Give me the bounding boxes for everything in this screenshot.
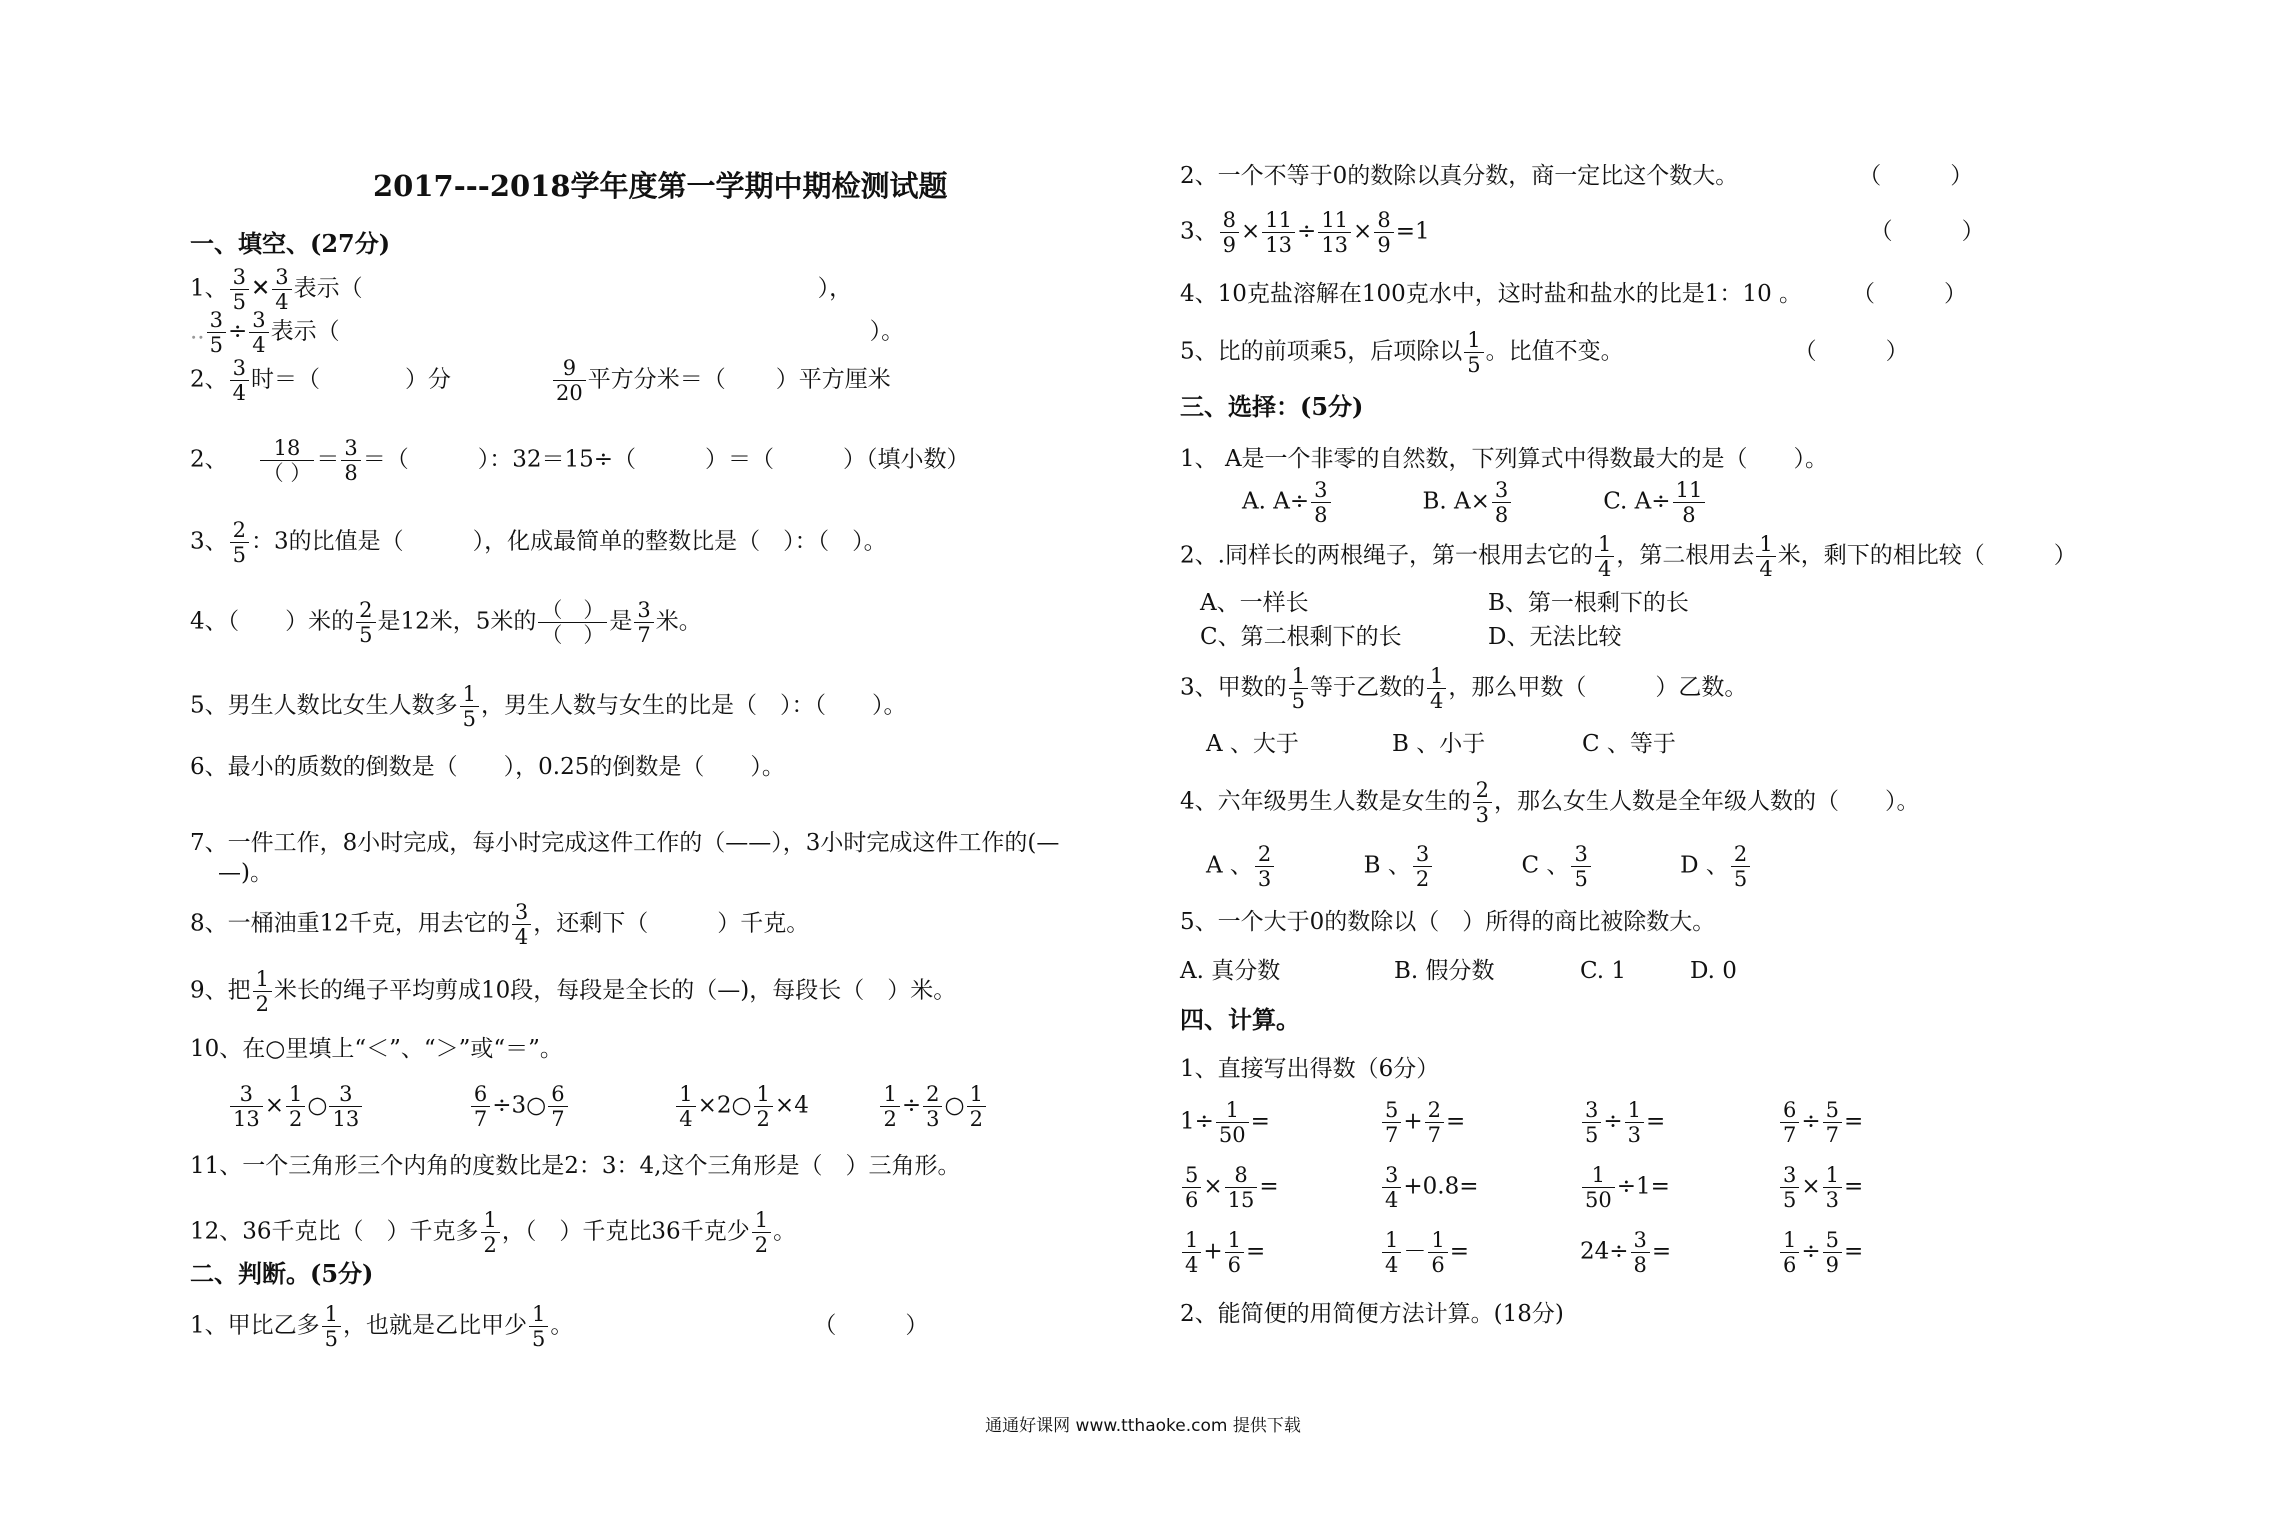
q3-5-opt-d: D. 0 bbox=[1690, 958, 1737, 984]
fraction bbox=[322, 1302, 341, 1351]
calc-2-1: $\frac{5}{6}$ × $\frac{8}{15}$ = bbox=[1180, 1163, 1279, 1212]
calc-1-3: $\frac{3}{5}$ ÷ $\frac{1}{3}$ = bbox=[1580, 1098, 1665, 1147]
numerator: 3 bbox=[1492, 478, 1511, 503]
fraction bbox=[1823, 1098, 1842, 1147]
fraction bbox=[1382, 1163, 1401, 1212]
q2-2: 2、一个不等于0的数除以真分数，商一定比这个数大。 （ ） bbox=[1180, 163, 1974, 189]
numerator: 3 bbox=[1582, 1098, 1601, 1123]
denominator: 3 bbox=[1627, 1123, 1642, 1148]
fraction bbox=[230, 1082, 263, 1131]
denominator: 5 bbox=[1585, 1123, 1599, 1148]
fraction bbox=[553, 356, 586, 405]
numerator: 11 bbox=[1262, 208, 1295, 233]
q3-5-opt-b: B. 假分数 bbox=[1394, 958, 1495, 984]
denominator: 4 bbox=[514, 925, 529, 950]
q1-6: 6、最小的质数的倒数是（ ），0.25的倒数是（ ）。 bbox=[190, 754, 785, 780]
denominator: 5 bbox=[359, 623, 373, 648]
numerator: 1 bbox=[286, 1082, 305, 1107]
denominator: 7 bbox=[1783, 1123, 1797, 1148]
numerator: 1 bbox=[752, 1208, 771, 1233]
fraction bbox=[1262, 208, 1295, 257]
calc-1-1: 1÷ $\frac{1}{50}$ = bbox=[1180, 1098, 1270, 1148]
denominator: 5 bbox=[209, 333, 223, 358]
numerator: 3 bbox=[329, 1082, 362, 1107]
numerator: 11 bbox=[1673, 478, 1706, 503]
denominator: 5 bbox=[1733, 867, 1748, 892]
denominator: 8 bbox=[1314, 503, 1328, 528]
numerator: 1 bbox=[1225, 1228, 1244, 1253]
q3-3-opt-b: B 、小于 bbox=[1392, 731, 1486, 757]
numerator: 3 bbox=[230, 356, 249, 381]
numerator: 1 bbox=[754, 1082, 773, 1107]
denominator: 8 bbox=[1682, 503, 1696, 528]
denominator: 3 bbox=[926, 1107, 940, 1132]
fraction bbox=[1289, 664, 1308, 713]
numerator: 1 bbox=[1427, 664, 1446, 689]
fraction bbox=[471, 1082, 490, 1131]
denominator: 4 bbox=[1385, 1188, 1399, 1213]
q1-4: 4、（ ）米的 $\frac{2}{5}$ 是12米，5米的 $\frac{( )}{( )}$ 是 $\frac{3}{7}$ 米。 bbox=[190, 598, 702, 648]
q3-2-opt-a: A、一样长 bbox=[1200, 590, 1309, 616]
denominator: 13 bbox=[1265, 233, 1293, 258]
numerator: 1 bbox=[1428, 1228, 1447, 1253]
fraction bbox=[1182, 1163, 1201, 1212]
q3-2: 2、.同样长的两根绳子，第一根用去它的 $\frac{1}{4}$ ，第二根用去 $\frac{1}{4}$ 米，剩下的相比较（ ） bbox=[1180, 532, 2077, 582]
numerator: 2 bbox=[1473, 778, 1492, 803]
q3-3-opt-a: A 、大于 bbox=[1206, 731, 1299, 757]
numerator: 6 bbox=[548, 1082, 567, 1107]
fraction bbox=[1823, 1228, 1842, 1277]
fraction bbox=[1428, 1228, 1447, 1277]
q3-4-options: A 、 $\frac{2}{3}$ B 、 $\frac{3}{2}$ C 、 $\frac{3}{5}$ D 、 $\frac{2}{5}$ bbox=[1206, 842, 1752, 891]
numerator: 3 bbox=[230, 265, 249, 290]
fraction bbox=[1255, 842, 1274, 891]
section-3-header: 三、选择：(5分) bbox=[1180, 392, 1364, 421]
numerator: 1 bbox=[1823, 1163, 1842, 1188]
q2-3: 3、 $\frac{8}{9}$ × $\frac{11}{13}$ ÷ $\frac{11}{13}$ × $\frac{8}{9}$ =1 （ ） bbox=[1180, 208, 1985, 258]
q3-4: 4、六年级男生人数是女生的 $\frac{2}{3}$ ，那么女生人数是全年级人数的（ ）。 bbox=[1180, 778, 1920, 828]
denominator: 3 bbox=[1475, 803, 1490, 828]
denominator: 13 bbox=[1321, 233, 1349, 258]
denominator: 3 bbox=[1825, 1188, 1840, 1213]
fraction bbox=[1756, 532, 1775, 581]
fraction bbox=[1780, 1098, 1799, 1147]
denominator: 2 bbox=[1415, 867, 1430, 892]
calc-3-4: $\frac{1}{6}$ ÷ $\frac{5}{9}$ = bbox=[1778, 1228, 1863, 1277]
numerator: 1 bbox=[676, 1082, 695, 1107]
denominator: 8 bbox=[1633, 1253, 1647, 1278]
q3-5-opt-c: C. 1 bbox=[1580, 958, 1627, 984]
denominator: 8 bbox=[1494, 503, 1509, 528]
fraction bbox=[481, 1208, 500, 1257]
fraction bbox=[341, 436, 360, 485]
denominator: 3 bbox=[1257, 867, 1272, 892]
fraction bbox=[249, 308, 268, 357]
calc-3-2: $\frac{1}{4}$ － $\frac{1}{6}$ = bbox=[1380, 1228, 1469, 1277]
fraction bbox=[1427, 664, 1446, 713]
fraction bbox=[1216, 1098, 1249, 1147]
q1-1b: .. $\frac{3}{5}$ ÷ $\frac{3}{4}$ 表示（ ）。 bbox=[190, 308, 905, 358]
numerator: 3 bbox=[1311, 478, 1330, 503]
denominator: 4 bbox=[1185, 1253, 1199, 1278]
fraction bbox=[512, 900, 531, 949]
denominator: 13 bbox=[233, 1107, 260, 1132]
fraction bbox=[1225, 1228, 1244, 1277]
denominator: 13 bbox=[332, 1107, 360, 1132]
fraction bbox=[880, 1082, 899, 1131]
fraction bbox=[752, 1208, 771, 1257]
numerator: 2 bbox=[923, 1082, 942, 1107]
fraction bbox=[967, 1082, 986, 1131]
section-2-header: 二、判断。(5分) bbox=[190, 1259, 374, 1288]
fraction bbox=[230, 265, 249, 314]
fraction bbox=[230, 518, 249, 567]
fraction bbox=[260, 436, 315, 485]
numerator: 3 bbox=[207, 308, 226, 333]
denominator: 4 bbox=[1385, 1253, 1399, 1278]
q4-1: 1、直接写出得数（6分） bbox=[1180, 1056, 1440, 1082]
numerator: 5 bbox=[1382, 1098, 1401, 1123]
fraction bbox=[272, 265, 291, 314]
denominator: 6 bbox=[1227, 1253, 1242, 1278]
numerator: 8 bbox=[1374, 208, 1393, 233]
numerator: 6 bbox=[471, 1082, 490, 1107]
q2-5: 5、比的前项乘5，后项除以 $\frac{1}{5}$ 。比值不变。 （ ） bbox=[1180, 328, 1909, 378]
q3-1: 1、 A是一个非零的自然数，下列算式中得数最大的是（ ）。 bbox=[1180, 446, 1829, 472]
denominator: 15 bbox=[1227, 1188, 1255, 1213]
numerator: 1 bbox=[1216, 1098, 1249, 1123]
fraction bbox=[634, 598, 653, 647]
fraction bbox=[1492, 478, 1511, 527]
q1-9: 9、把 $\frac{1}{2}$ 米长的绳子平均剪成10段，每段是全长的（—)，每段长（ ）米。 bbox=[190, 967, 957, 1017]
fraction bbox=[676, 1082, 695, 1131]
numerator: 1 bbox=[1625, 1098, 1644, 1123]
q1-12: 12、36千克比（ ）千克多 $\frac{1}{2}$ ，（ ）千克比36千克少 $\frac{1}{2}$ 。 bbox=[190, 1208, 797, 1258]
fraction bbox=[286, 1082, 305, 1131]
denominator: 5 bbox=[232, 290, 247, 315]
fraction bbox=[1413, 842, 1432, 891]
fraction bbox=[1780, 1163, 1799, 1212]
fraction bbox=[460, 682, 479, 731]
fraction bbox=[329, 1082, 362, 1131]
numerator: 2 bbox=[1425, 1098, 1444, 1123]
denominator: 7 bbox=[1385, 1123, 1399, 1148]
numerator: 3 bbox=[272, 265, 291, 290]
q3-5: 5、一个大于0的数除以（ ）所得的商比被除数大。 bbox=[1180, 909, 1716, 935]
q1-2: 2、 $\frac{3}{4}$ 时＝（ ）分 $\frac{9}{20}$ 平方分米＝（ ）平方厘米 bbox=[190, 356, 891, 406]
numerator: 3 bbox=[230, 1082, 263, 1107]
denominator: 2 bbox=[756, 1107, 770, 1132]
calc-2-4: $\frac{3}{5}$ × $\frac{1}{3}$ = bbox=[1778, 1163, 1863, 1212]
numerator: 1 bbox=[1289, 664, 1308, 689]
denominator: 5 bbox=[1783, 1188, 1797, 1213]
denominator: 9 bbox=[1825, 1253, 1840, 1278]
q3-3-opt-c: C 、等于 bbox=[1582, 731, 1676, 757]
numerator: 2 bbox=[1731, 842, 1750, 867]
denominator: 7 bbox=[473, 1107, 488, 1132]
q1-11: 11、一个三角形三个内角的度数比是2：3：4,这个三角形是（ ）三角形。 bbox=[190, 1153, 961, 1179]
fraction bbox=[207, 308, 226, 357]
numerator: 3 bbox=[1780, 1163, 1799, 1188]
fraction bbox=[1595, 532, 1614, 581]
q1-7b: —)。 bbox=[218, 860, 273, 886]
fraction bbox=[1182, 1228, 1201, 1277]
denominator: 6 bbox=[1185, 1188, 1199, 1213]
numerator: 1 bbox=[1582, 1163, 1615, 1188]
section-1-header: 一、填空、(27分) bbox=[190, 229, 391, 258]
denominator: 50 bbox=[1218, 1123, 1246, 1148]
denominator: 5 bbox=[1291, 689, 1306, 714]
numerator: 3 bbox=[1413, 842, 1432, 867]
q3-3: 3、甲数的 $\frac{1}{5}$ 等于乙数的 $\frac{1}{4}$ ，那么甲数（ ）乙数。 bbox=[1180, 664, 1748, 714]
denominator: 5 bbox=[1467, 353, 1481, 378]
denominator: 4 bbox=[1430, 689, 1444, 714]
denominator: 2 bbox=[883, 1107, 897, 1132]
q3-1-options: A. A÷ $\frac{3}{8}$ B. A× $\frac{3}{8}$ C. A÷ $\frac{11}{8}$ bbox=[1242, 478, 1707, 527]
fraction bbox=[1673, 478, 1706, 527]
denominator: 7 bbox=[1825, 1123, 1840, 1148]
denominator: 4 bbox=[1597, 557, 1612, 582]
fraction bbox=[1625, 1098, 1644, 1147]
denominator: 2 bbox=[754, 1233, 769, 1258]
denominator: 9 bbox=[1222, 233, 1237, 258]
denominator: 2 bbox=[255, 992, 270, 1017]
numerator: 6 bbox=[1780, 1098, 1799, 1123]
numerator: 1 bbox=[529, 1302, 548, 1327]
fraction bbox=[923, 1082, 942, 1131]
numerator: 3 bbox=[1382, 1163, 1401, 1188]
fraction bbox=[230, 356, 249, 405]
denominator: （ ） bbox=[262, 461, 312, 486]
numerator: 3 bbox=[341, 436, 360, 461]
denominator: 4 bbox=[1759, 557, 1773, 582]
fraction bbox=[1780, 1228, 1799, 1277]
numerator: 8 bbox=[1220, 208, 1239, 233]
q1-8: 8、一桶油重12千克，用去它的 $\frac{3}{4}$ ，还剩下（ ）千克。 bbox=[190, 900, 810, 950]
q3-2-opt-b: B、第一根剩下的长 bbox=[1488, 590, 1689, 616]
numerator: 2 bbox=[1255, 842, 1274, 867]
footer: 通通好课网 www.tthaoke.com 提供下载 bbox=[985, 1416, 1301, 1436]
fraction bbox=[1823, 1163, 1842, 1212]
q4-2: 2、能简便的用简便方法计算。(18分) bbox=[1180, 1301, 1564, 1327]
numerator: 18 bbox=[260, 436, 315, 461]
numerator: 3 bbox=[1631, 1228, 1650, 1253]
denominator: 8 bbox=[344, 461, 358, 486]
denominator: 20 bbox=[556, 381, 583, 406]
fraction bbox=[1382, 1098, 1401, 1147]
q3-5-opt-a: A. 真分数 bbox=[1180, 958, 1281, 984]
numerator: 1 bbox=[322, 1302, 341, 1327]
fraction bbox=[1311, 478, 1330, 527]
denominator: 5 bbox=[232, 543, 247, 568]
denominator: 5 bbox=[324, 1327, 339, 1352]
fraction bbox=[1473, 778, 1492, 827]
q1-7a: 7、一件工作，8小时完成，每小时完成这件工作的（——），3小时完成这件工作的(— bbox=[190, 830, 1060, 856]
denominator: 7 bbox=[1427, 1123, 1442, 1148]
q2-4: 4、10克盐溶解在100克水中，这时盐和盐水的比是1：10 。 （ ） bbox=[1180, 281, 1968, 307]
denominator: 9 bbox=[1377, 233, 1391, 258]
calc-2-3: $\frac{1}{50}$ ÷1= bbox=[1580, 1163, 1670, 1212]
numerator: 1 bbox=[1464, 328, 1483, 353]
numerator: 5 bbox=[1182, 1163, 1201, 1188]
section-4-header: 四、计算。 bbox=[1180, 1005, 1300, 1034]
q3-2-opt-c: C、第二根剩下的长 bbox=[1200, 624, 1402, 650]
fraction bbox=[1425, 1098, 1444, 1147]
denominator: 4 bbox=[275, 290, 289, 315]
fraction bbox=[253, 967, 272, 1016]
denominator: 6 bbox=[1783, 1253, 1797, 1278]
q3-2-opt-d: D、无法比较 bbox=[1488, 624, 1622, 650]
numerator: 1 bbox=[460, 682, 479, 707]
page-title: 2017---2018学年度第一学期中期检测试题 bbox=[373, 169, 948, 203]
numerator: 11 bbox=[1318, 208, 1351, 233]
fraction bbox=[1374, 208, 1393, 257]
denominator: 7 bbox=[637, 623, 651, 648]
numerator: 1 bbox=[481, 1208, 500, 1233]
q1-1a: 1、 $\frac{3}{5}$ ✕ $\frac{3}{4}$ 表示（ ）， bbox=[190, 265, 853, 315]
denominator: 5 bbox=[462, 707, 477, 732]
q1-10: 10、在○里填上“＜”、“＞”或“＝”。 bbox=[190, 1036, 563, 1062]
fraction bbox=[356, 598, 375, 647]
fraction bbox=[1731, 842, 1750, 891]
numerator: 1 bbox=[253, 967, 272, 992]
q1-5: 5、男生人数比女生人数多 $\frac{1}{5}$ ，男生人数与女生的比是（ ）：（ ）。 bbox=[190, 682, 907, 732]
fraction bbox=[1225, 1163, 1258, 1212]
calc-1-4: $\frac{6}{7}$ ÷ $\frac{5}{7}$ = bbox=[1778, 1098, 1863, 1147]
calc-2-2: $\frac{3}{4}$ +0.8= bbox=[1380, 1163, 1479, 1212]
q2-1: 1、甲比乙多 $\frac{1}{5}$ ，也就是乙比甲少 $\frac{1}{5}$ 。 （ ） bbox=[190, 1302, 929, 1352]
numerator: 3 bbox=[634, 598, 653, 623]
fraction bbox=[1464, 328, 1483, 377]
calc-3-1: $\frac{1}{4}$ + $\frac{1}{6}$ = bbox=[1180, 1228, 1265, 1277]
fraction bbox=[1571, 842, 1590, 891]
fraction bbox=[548, 1082, 567, 1131]
calc-3-3: 24÷ $\frac{3}{8}$ = bbox=[1580, 1228, 1672, 1278]
fraction bbox=[529, 1302, 548, 1351]
denominator: 6 bbox=[1431, 1253, 1445, 1278]
denominator: 7 bbox=[551, 1107, 565, 1132]
denominator: 4 bbox=[232, 381, 247, 406]
denominator: 50 bbox=[1585, 1188, 1612, 1213]
denominator: 4 bbox=[679, 1107, 693, 1132]
denominator: 2 bbox=[969, 1107, 983, 1132]
q1-2b: 2、 $\frac{18}{( )}$ ＝ $\frac{3}{8}$ ＝（ ）：32＝15÷（ ）＝（ ）（填小数） bbox=[190, 436, 970, 486]
numerator: 9 bbox=[553, 356, 586, 381]
fraction bbox=[1220, 208, 1239, 257]
denominator: 4 bbox=[252, 333, 266, 358]
fraction bbox=[754, 1082, 773, 1131]
numerator: 5 bbox=[1823, 1098, 1842, 1123]
fraction bbox=[1631, 1228, 1650, 1277]
q1-3: 3、 $\frac{2}{5}$ ：3的比值是（ ），化成最简单的整数比是（ ）：（ ）。 bbox=[190, 518, 887, 568]
numerator: 3 bbox=[249, 308, 268, 333]
denominator: 5 bbox=[1574, 867, 1588, 892]
denominator: 2 bbox=[483, 1233, 497, 1258]
fraction bbox=[1582, 1098, 1601, 1147]
numerator: 1 bbox=[1382, 1228, 1401, 1253]
numerator: 1 bbox=[880, 1082, 899, 1107]
numerator: 1 bbox=[1595, 532, 1614, 557]
numerator: 5 bbox=[1823, 1228, 1842, 1253]
numerator: 3 bbox=[1571, 842, 1590, 867]
q1-10-items: $\frac{3}{13}$ × $\frac{1}{2}$ ○ $\frac{3}{13}$ $\frac{6}{7}$ ÷3○ $\frac{6}{7}$ $\frac{1}{4}$ ×2○ $\frac{1}{2}$ ×4 $\frac{1}{2}$ ÷ $\frac{2}{3}$ ○ $\frac{1}{2}$ bbox=[228, 1082, 988, 1131]
numerator: 8 bbox=[1225, 1163, 1258, 1188]
calc-1-2: $\frac{5}{7}$ + $\frac{2}{7}$ = bbox=[1380, 1098, 1465, 1147]
numerator: 1 bbox=[1780, 1228, 1799, 1253]
numerator: 1 bbox=[967, 1082, 986, 1107]
numerator: 2 bbox=[356, 598, 375, 623]
numerator: 3 bbox=[512, 900, 531, 925]
denominator: 5 bbox=[532, 1327, 546, 1352]
denominator: 2 bbox=[289, 1107, 303, 1132]
fraction bbox=[1318, 208, 1351, 257]
numerator: 1 bbox=[1756, 532, 1775, 557]
numerator: 2 bbox=[230, 518, 249, 543]
numerator: 1 bbox=[1182, 1228, 1201, 1253]
fraction bbox=[1582, 1163, 1615, 1212]
fraction bbox=[1382, 1228, 1401, 1277]
